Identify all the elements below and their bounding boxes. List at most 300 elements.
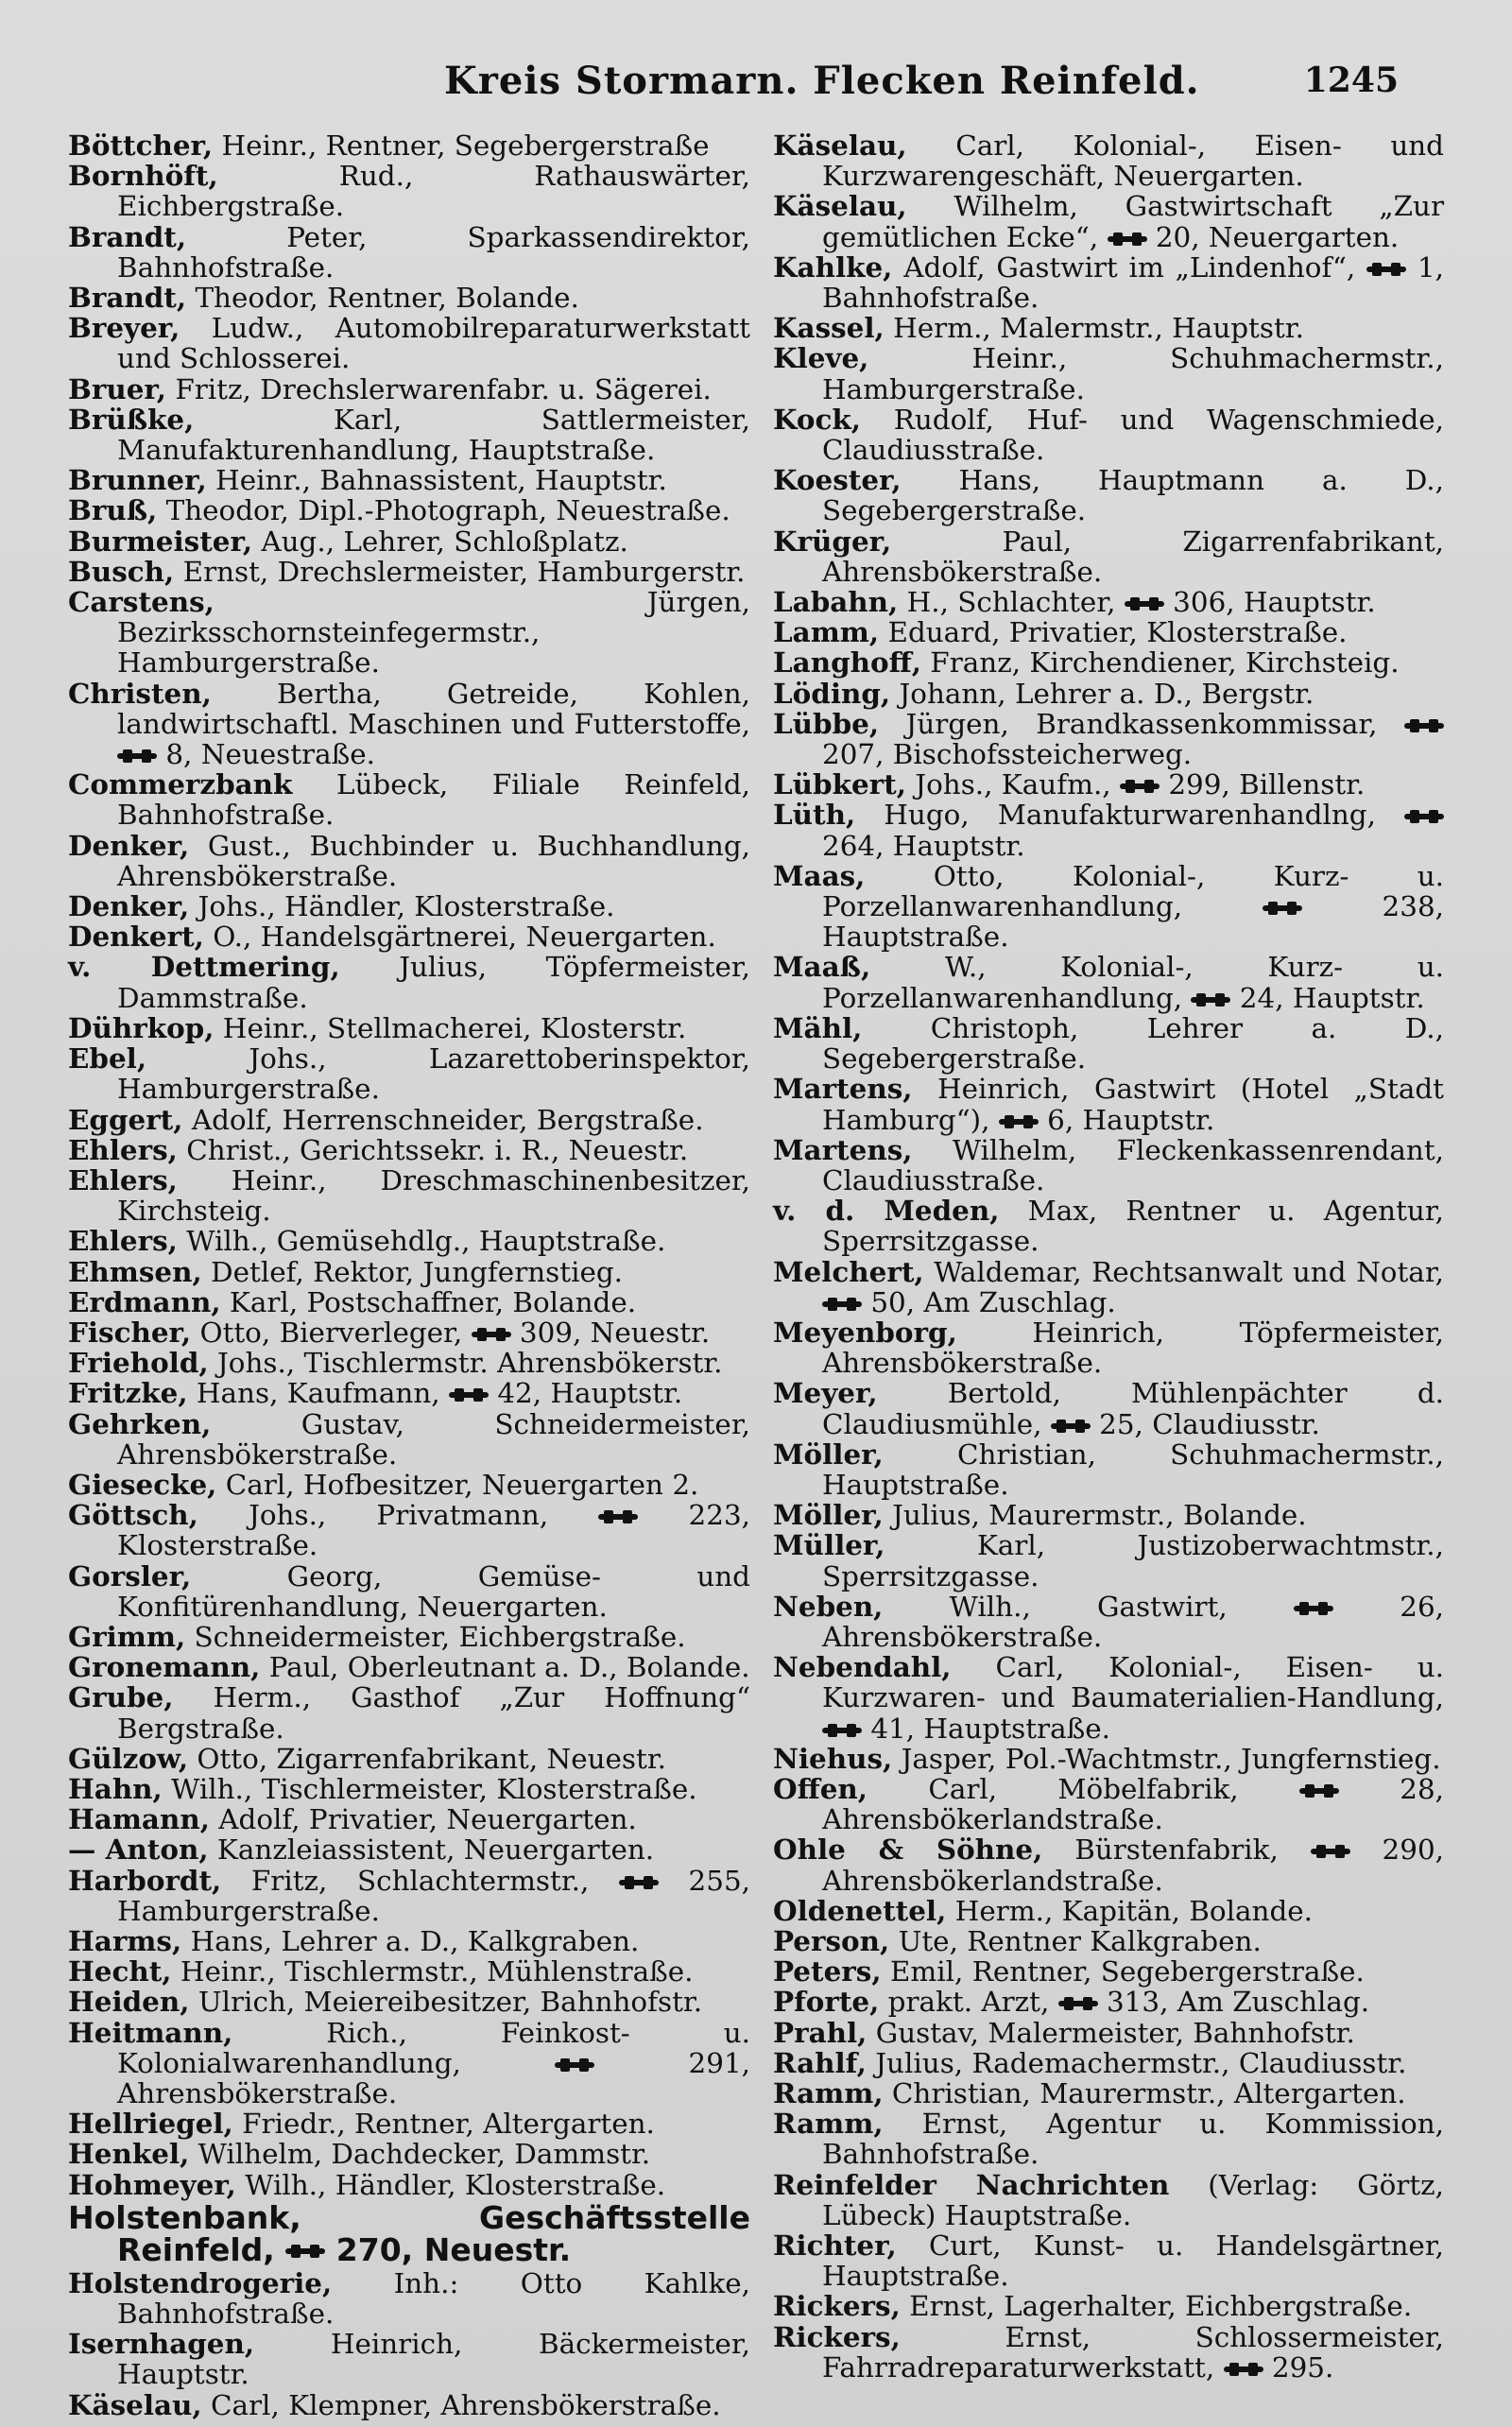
directory-entry: [773, 800, 1444, 860]
directory-entry: [773, 2109, 1444, 2169]
directory-entry: [68, 1406, 750, 1471]
entry-details: Adolf, Privatier, Neuergarten.: [209, 1803, 637, 1836]
directory-entry: [773, 2167, 1444, 2231]
entry-name: Person,: [773, 1923, 890, 1957]
entry-name: Hecht,: [68, 1954, 172, 1988]
entry-phone-address: 24, Hauptstr.: [1230, 981, 1425, 1014]
entry-name: Isernhagen,: [68, 2327, 255, 2361]
entry-name: Neben,: [773, 1589, 884, 1623]
entry-details: Fritz, Schlachtermstr.,: [221, 1864, 590, 1897]
entry-name: Lübkert,: [773, 767, 906, 801]
directory-entry: [68, 828, 750, 892]
directory-entry: [773, 1254, 1444, 1318]
directory-entry: [68, 371, 750, 405]
entry-details: Detlef, Rektor, Jungfernstieg.: [201, 1255, 624, 1288]
directory-entry: [68, 554, 750, 588]
entry-name: Brandt,: [68, 219, 187, 253]
entry-phone-address: 270, Neuestr.: [325, 2230, 572, 2268]
entry-name: Meyenborg,: [773, 1315, 957, 1349]
entry-name: Erdmann,: [68, 1284, 221, 1318]
directory-entry: [773, 252, 1444, 313]
entry-details: Rud., Rathauswärter, Eichbergstraße.: [117, 160, 750, 223]
directory-entry: [773, 1196, 1444, 1256]
telephone-icon: [1058, 1997, 1098, 2010]
telephone-icon: [619, 1876, 659, 1889]
telephone-icon: [449, 1388, 489, 1402]
telephone-icon: [598, 1510, 638, 1523]
entry-details: Ludw., Automobilreparaturwerkstatt und Schlosserei.: [117, 312, 750, 375]
entry-name: Reinfelder Nachrichten: [773, 2167, 1170, 2201]
entry-details: Heinrich, Töpfermeister, Ahrensbökerstraße.: [822, 1316, 1444, 1380]
entry-name: Müller,: [773, 1528, 885, 1562]
entry-phone-address: 309, Neuestr.: [510, 1316, 711, 1349]
directory-entry: [68, 1500, 750, 1560]
entry-details: Heinr., Tischlermstr., Mühlenstraße.: [171, 1955, 694, 1988]
entry-name: Grimm,: [68, 1619, 186, 1653]
entry-details: Otto, Zigarrenfabrikant, Neuestr.: [188, 1742, 666, 1775]
entry-details: Paul, Oberleutnant a. D., Bolande.: [260, 1651, 750, 1684]
entry-details: Friedr., Rentner, Altergarten.: [232, 2108, 655, 2141]
entry-details: Hans, Lehrer a. D., Kalkgraben.: [181, 1924, 640, 1957]
entry-details: Christian, Schuhmachermstr., Hauptstraße.: [822, 1437, 1444, 1501]
entry-details: H., Schlachter,: [898, 586, 1116, 619]
directory-entry: [773, 1771, 1445, 1836]
entry-name: Krüger,: [773, 524, 892, 558]
running-head: Kreis Stormarn. Flecken Reinfeld.: [444, 59, 1200, 103]
entry-name: Friehold,: [68, 1346, 209, 1380]
entry-details: Johann, Lehrer a. D., Bergstr.: [890, 677, 1314, 710]
telephone-icon: [1299, 1784, 1339, 1798]
entry-details: Ute, Rentner Kalkgraben.: [889, 1924, 1262, 1957]
entry-details: Otto, Bierverleger,: [191, 1316, 463, 1349]
directory-entry: [773, 1530, 1444, 1591]
entry-details: Geschäftsstelle Reinfeld,: [117, 2198, 750, 2268]
entry-phone-address: 313, Am Zuschlag.: [1097, 1986, 1370, 2019]
directory-entry: [773, 313, 1444, 343]
entry-details: Curt, Kunst- u. Handelsgärtner, Hauptstraße.: [822, 2229, 1444, 2293]
directory-entry: [773, 706, 1444, 771]
entry-phone-address: 264, Hauptstr.: [822, 829, 1025, 862]
entry-name: Denker,: [68, 828, 190, 862]
directory-entry: [68, 1923, 750, 1957]
entry-name: Ramm,: [773, 2107, 884, 2141]
entry-details: Hugo, Manufakturwarenhandlng,: [855, 799, 1376, 832]
entry-name: Bruer,: [68, 371, 166, 405]
entry-details: Ulrich, Meiereibesitzer, Bahnhofstr.: [189, 1986, 703, 2019]
directory-entry: [68, 2109, 750, 2139]
entry-name: Ramm,: [773, 2076, 884, 2109]
entry-name: Martens,: [773, 1132, 913, 1166]
entry-name: Heitmann,: [68, 2015, 233, 2049]
directory-entry: [68, 2329, 750, 2389]
entry-name: Käselau,: [773, 129, 907, 162]
telephone-icon: [1120, 780, 1160, 793]
directory-entry: [773, 1834, 1444, 1895]
directory-entry: [773, 676, 1444, 710]
directory-entry: [68, 130, 750, 161]
entry-details: Wilh., Tischlermeister, Klosterstraße.: [162, 1772, 697, 1805]
entry-details: Emil, Rentner, Segebergerstraße.: [881, 1955, 1365, 1988]
directory-entry: [68, 2265, 750, 2331]
entry-details: Wilh., Gastwirt,: [883, 1590, 1228, 1623]
entry-name: Käselau,: [773, 189, 907, 223]
entry-details: Jürgen, Bezirksschornsteinfegermstr., Hamburgerstraße.: [117, 586, 750, 680]
entry-name: Harbordt,: [68, 1863, 222, 1897]
directory-entry: [773, 1893, 1444, 1927]
entry-details: Rudolf, Huf- und Wagenschmiede, Claudiusstraße.: [822, 403, 1444, 467]
entry-details: Ernst, Schlossermeister, Fahrradreparaturwerkstatt,: [822, 2320, 1444, 2384]
entry-name: Pforte,: [773, 1985, 880, 2019]
entry-details: Julius, Rademachermstr., Claudiusstr.: [866, 2046, 1407, 2079]
entry-name: Ebel,: [68, 1041, 147, 1076]
entry-details: Julius, Maurermstr., Bolande.: [883, 1499, 1307, 1532]
entry-details: Johs., Lazarettoberinspektor, Hamburgerstraße.: [117, 1042, 750, 1106]
entry-details: Hans, Kaufmann,: [187, 1377, 440, 1410]
directory-entry: [68, 2198, 750, 2268]
entry-name: Burmeister,: [68, 524, 253, 558]
entry-name: Göttsch,: [68, 1498, 198, 1532]
entry-phone-address: 299, Billenstr.: [1160, 768, 1366, 801]
telephone-icon: [555, 2058, 594, 2072]
directory-entry: [773, 1589, 1444, 1653]
entry-name: Kock,: [773, 402, 861, 436]
entry-phone-address: 42, Hauptstr.: [488, 1377, 683, 1410]
entry-details: Wilhelm, Fleckenkassenrendant, Claudiusstraße.: [822, 1133, 1444, 1196]
directory-entry: [68, 526, 750, 557]
entry-details: Christ., Gerichtssekr. i. R., Neuestr.: [177, 1133, 689, 1166]
entry-details: Christian, Maurermstr., Altergarten.: [883, 2077, 1406, 2109]
entry-name: Meyer,: [773, 1376, 878, 1410]
entry-name: Löding,: [773, 676, 891, 710]
entry-details: Bertold, Mühlenpächter d. Claudiusmühle,: [822, 1377, 1444, 1440]
entry-details: Johs., Kaufm.,: [905, 768, 1111, 801]
directory-entry: [68, 952, 750, 1012]
entry-name: Kleve,: [773, 341, 869, 375]
entry-phone-address: 238, Hauptstraße.: [822, 890, 1444, 954]
entry-phone-address: 223, Klosterstraße.: [117, 1499, 750, 1562]
entry-details: Carl, Kolonial-, Eisen- u. Kurzwaren- und Baumaterialien-Handlung,: [822, 1651, 1444, 1714]
telephone-icon: [1108, 232, 1147, 246]
directory-entry: [773, 617, 1444, 647]
entry-phone-address: 8, Neuestraße.: [157, 738, 375, 771]
entry-details: Heinr., Stellmacherei, Klosterstr.: [214, 1011, 687, 1044]
entry-name: Maaß,: [773, 950, 871, 984]
directory-entry: [68, 219, 750, 284]
directory-entry: [773, 2078, 1444, 2109]
directory-entry: [68, 921, 750, 952]
directory-entry: [773, 2045, 1444, 2079]
entry-details: Carl, Hofbesitzer, Neuergarten 2.: [216, 1468, 699, 1501]
entry-details: Paul, Zigarrenfabrikant, Ahrensbökerstraße.: [822, 525, 1444, 588]
directory-entry: [68, 1102, 750, 1136]
entry-details: Herm., Kapitän, Bolande.: [946, 1894, 1313, 1927]
directory-entry: [68, 1010, 750, 1044]
entry-details: Adolf, Herrenschneider, Bergstraße.: [182, 1103, 704, 1136]
directory-entry: [68, 1987, 750, 2017]
entry-name: Nebendahl,: [773, 1650, 952, 1684]
directory-entry: [773, 2291, 1444, 2321]
entry-name: Breyer,: [68, 311, 180, 345]
directory-entry: [68, 1317, 750, 1348]
directory-entry: [68, 769, 750, 830]
right-column: [773, 130, 1444, 2383]
directory-entry: [68, 283, 750, 313]
entry-details: Heinrich, Gastwirt (Hotel „Stadt Hamburg“),: [822, 1073, 1444, 1136]
entry-name: Gronemann,: [68, 1650, 261, 1684]
directory-entry: [68, 1132, 750, 1166]
directory-entry: [773, 465, 1444, 525]
directory-entry: [68, 1652, 750, 1682]
entry-details: Lübeck, Filiale Reinfeld, Bahnhofstraße.: [117, 768, 750, 832]
entry-details: Karl, Justizoberwachtmstr., Sperrsitzgasse.: [822, 1529, 1444, 1592]
directory-entry: [773, 858, 1444, 954]
directory-entry: [68, 1162, 750, 1228]
directory-entry: [68, 1619, 750, 1653]
entry-details: Gustav, Malermeister, Bahnhofstr.: [867, 2016, 1355, 2049]
directory-entry: [68, 1804, 750, 1834]
entry-details: Heinrich, Bäckermeister, Hauptstr.: [117, 2328, 750, 2391]
telephone-icon: [1051, 1420, 1091, 1433]
entry-name: Möller,: [773, 1437, 884, 1471]
entry-name: Lüth,: [773, 798, 856, 832]
directory-entry: [68, 465, 750, 495]
directory-entry: [773, 1132, 1444, 1196]
entry-phone-address: 207, Bischofssteicherweg.: [822, 738, 1193, 771]
entry-details: Wilhelm, Gastwirtschaft „Zur gemütlichen Ecke“,: [822, 190, 1444, 253]
left-column: [68, 130, 750, 2420]
telephone-icon: [472, 1328, 511, 1341]
directory-entry: [68, 676, 750, 771]
entry-name: Mähl,: [773, 1010, 863, 1044]
entry-name: Kahlke,: [773, 250, 893, 284]
directory-entry: [68, 1254, 750, 1288]
entry-details: Bürstenfabrik,: [1042, 1833, 1279, 1867]
entry-name: Hamann,: [68, 1802, 210, 1836]
directory-entry: [773, 1378, 1444, 1438]
entry-details: Karl, Sattlermeister, Manufakturenhandlung, Hauptstraße.: [117, 403, 750, 467]
directory-entry: [773, 1010, 1444, 1076]
directory-entry: [68, 891, 750, 921]
entry-details: Wilh., Gemüsehdlg., Hauptstraße.: [177, 1225, 666, 1258]
entry-phone-address: 20, Neuergarten.: [1146, 220, 1400, 253]
directory-entry: [773, 769, 1444, 800]
entry-name: Prahl,: [773, 2015, 868, 2049]
entry-name: v. Dettmering,: [68, 950, 340, 984]
entry-details: Inh.: Otto Kahlke, Bahnhofstraße.: [117, 2266, 750, 2331]
entry-details: Christoph, Lehrer a. D., Segebergerstraße.: [822, 1011, 1444, 1076]
directory-entry: [68, 1956, 750, 1987]
entry-name: Heiden,: [68, 1985, 190, 2019]
entry-details: prakt. Arzt,: [879, 1986, 1050, 2019]
entry-phone-address: 295.: [1263, 2350, 1334, 2384]
entry-name: Holstendrogerie,: [68, 2265, 333, 2299]
entry-details: Hans, Hauptmann a. D., Segebergerstraße.: [822, 464, 1444, 527]
entry-details: Peter, Sparkassendirektor, Bahnhofstraße.: [117, 220, 750, 284]
entry-details: Bertha, Getreide, Kohlen, landwirtschaftl. Maschinen und Futterstoffe,: [117, 677, 750, 740]
entry-details: Eduard, Privatier, Klosterstraße.: [879, 616, 1348, 649]
telephone-icon: [1191, 993, 1230, 1007]
entry-name: Melchert,: [773, 1254, 924, 1288]
entry-name: Lamm,: [773, 615, 880, 649]
entry-name: Koester,: [773, 463, 902, 497]
entry-details: Otto, Kolonial-, Kurz- u. Porzellanwarenhandlung,: [822, 859, 1444, 923]
entry-details: Georg, Gemüse- und Konfitürenhandlung, Neuergarten.: [117, 1559, 750, 1623]
entry-name: Gülzow,: [68, 1741, 189, 1775]
entry-name: Peters,: [773, 1954, 882, 1988]
entry-name: Denker,: [68, 889, 190, 923]
entry-phone-address: 26, Ahrensbökerstraße.: [822, 1590, 1444, 1653]
entry-name: Busch,: [68, 554, 175, 588]
directory-entry: [773, 2230, 1444, 2291]
directory-entry: [773, 587, 1444, 617]
entry-name: Brunner,: [68, 463, 207, 497]
entry-details: Heinr., Bahnassistent, Hauptstr.: [206, 464, 667, 497]
directory-entry: [773, 2319, 1444, 2384]
telephone-icon: [1404, 719, 1444, 732]
directory-entry: [68, 1682, 750, 1743]
telephone-icon: [1224, 2363, 1263, 2376]
directory-entry: [773, 1956, 1444, 1987]
entry-name: Gorsler,: [68, 1558, 192, 1592]
telephone-icon: [1263, 902, 1302, 915]
entry-details: Karl, Postschaffner, Bolande.: [220, 1285, 637, 1318]
entry-details: Julius, Töpfermeister, Dammstraße.: [117, 951, 750, 1014]
telephone-icon: [1125, 597, 1164, 611]
entry-phone-address: 6, Hauptstr.: [1038, 1103, 1215, 1136]
entry-details: Heinr., Dreschmaschinenbesitzer, Kirchsteig.: [117, 1163, 750, 1228]
entry-details: (Verlag: Görtz, Lübeck) Hauptstraße.: [822, 2168, 1444, 2231]
directory-entry: [773, 1923, 1444, 1957]
entry-details: W., Kolonial-, Kurz- u. Porzellanwarenhandlung,: [822, 951, 1444, 1014]
directory-entry: [773, 1439, 1444, 1500]
entry-details: Waldemar, Rechtsanwalt und Notar,: [923, 1255, 1444, 1288]
entry-details: Herm., Malermstr., Hauptstr.: [884, 312, 1304, 345]
entry-details: Aug., Lehrer, Schloßplatz.: [252, 525, 628, 558]
directory-entry: [68, 1378, 750, 1408]
directory-entry: [68, 1741, 750, 1775]
directory-entry: [68, 1284, 750, 1318]
directory-entry: [68, 2387, 750, 2421]
directory-entry: [773, 191, 1444, 251]
entry-details: Johs., Privatmann,: [198, 1499, 549, 1532]
directory-entry: [68, 1467, 750, 1501]
entry-name: Oldenettel,: [773, 1893, 947, 1927]
entry-name: Hohmeyer,: [68, 2167, 236, 2201]
telephone-icon: [1404, 810, 1444, 823]
telephone-icon: [285, 2245, 325, 2258]
entry-phone-address: 28, Ahrensbökerlandstraße.: [822, 1772, 1445, 1836]
entry-name: — Anton,: [68, 1833, 209, 1867]
directory-entry: [68, 1043, 750, 1104]
entry-name: Dührkop,: [68, 1010, 215, 1044]
entry-name: Rickers,: [773, 2319, 901, 2353]
entry-name: Grube,: [68, 1680, 174, 1714]
entry-name: Ehmsen,: [68, 1254, 202, 1288]
entry-details: Adolf, Gastwirt im „Lindenhof“,: [892, 250, 1356, 284]
directory-entry: [68, 2139, 750, 2169]
entry-name: Maas,: [773, 858, 866, 892]
entry-name: Ehlers,: [68, 1224, 178, 1258]
entry-details: Kanzleiassistent, Neuergarten.: [208, 1833, 655, 1867]
directory-entry: [773, 1074, 1444, 1134]
entry-details: Herm., Gasthof „Zur Hoffnung“ Bergstraße.: [117, 1681, 750, 1745]
directory-entry: [773, 1317, 1444, 1378]
directory-entry: [68, 1834, 750, 1865]
entry-details: O., Handelsgärtnerei, Neuergarten.: [203, 921, 716, 954]
entry-name: Ehlers,: [68, 1162, 178, 1196]
directory-entry: [773, 1987, 1444, 2017]
entry-details: Franz, Kirchendiener, Kirchsteig.: [920, 646, 1400, 680]
entry-details: Ernst, Drechslermeister, Hamburgerstr.: [174, 555, 746, 588]
telephone-icon: [822, 1298, 862, 1311]
entry-name: Rickers,: [773, 2289, 901, 2323]
telephone-icon: [1311, 1845, 1350, 1858]
entry-name: Langhoff,: [773, 645, 921, 680]
entry-details: Wilh., Händler, Klosterstraße.: [235, 2168, 666, 2201]
entry-name: Christen,: [68, 676, 212, 710]
entry-name: Ohle & Söhne,: [773, 1833, 1043, 1867]
entry-name: Kassel,: [773, 311, 885, 345]
directory-entry: [68, 587, 750, 679]
entry-name: Martens,: [773, 1072, 913, 1106]
directory-entry: [773, 1500, 1444, 1530]
entry-name: Holstenbank,: [68, 2198, 301, 2236]
entry-name: Fritzke,: [68, 1376, 188, 1410]
directory-entry: [68, 1226, 750, 1256]
entry-name: Henkel,: [68, 2137, 190, 2171]
entry-phone-address: 25, Claudiusstr.: [1090, 1407, 1320, 1440]
entry-name: Lübbe,: [773, 706, 880, 740]
entry-name: Hellriegel,: [68, 2107, 233, 2141]
entry-phone-address: 291, Ahrensbökerstraße.: [117, 2046, 750, 2109]
directory-entry: [773, 1741, 1444, 1775]
entry-details: Johs., Händler, Klosterstraße.: [189, 890, 615, 923]
entry-name: Gehrken,: [68, 1406, 212, 1440]
entry-details: Schneidermeister, Eichbergstraße.: [185, 1620, 686, 1653]
entry-details: Wilhelm, Dachdecker, Dammstr.: [189, 2138, 651, 2171]
entry-details: Ernst, Agentur u. Kommission, Bahnhofstraße.: [822, 2108, 1444, 2171]
telephone-icon: [822, 1724, 862, 1737]
directory-entry: [68, 2015, 750, 2109]
telephone-icon: [999, 1115, 1039, 1128]
directory-entry: [773, 130, 1444, 191]
entry-details: Carl, Möbelfabrik,: [868, 1772, 1239, 1805]
entry-name: Eggert,: [68, 1102, 183, 1136]
telephone-icon: [1366, 263, 1406, 276]
directory-entry: [68, 495, 750, 525]
directory-entry: [773, 952, 1444, 1012]
entry-details: Ernst, Lagerhalter, Eichbergstraße.: [900, 2290, 1413, 2323]
entry-name: Carstens,: [68, 585, 215, 619]
entry-name: v. d. Meden,: [773, 1194, 1000, 1228]
entry-name: Commerzbank: [68, 767, 293, 801]
entry-phone-address: 306, Hauptstr.: [1163, 586, 1376, 619]
entry-details: Theodor, Rentner, Bolande.: [186, 282, 579, 315]
entry-name: Labahn,: [773, 585, 899, 619]
entry-name: Brandt,: [68, 281, 187, 315]
entry-phone-address: 1, Bahnhofstraße.: [822, 250, 1445, 315]
entry-name: Käselau,: [68, 2387, 202, 2421]
directory-entry: [773, 343, 1444, 404]
directory-entry: [68, 161, 750, 221]
entry-details: Jürgen, Brandkassenkommissar,: [879, 707, 1378, 740]
entry-name: Brüßke,: [68, 402, 195, 436]
entry-phone-address: 255, Hamburgerstraße.: [117, 1864, 750, 1927]
entry-name: Möller,: [773, 1498, 884, 1532]
entry-name: Denkert,: [68, 920, 204, 954]
directory-entry: [68, 404, 750, 465]
page-header: [57, 59, 1436, 115]
